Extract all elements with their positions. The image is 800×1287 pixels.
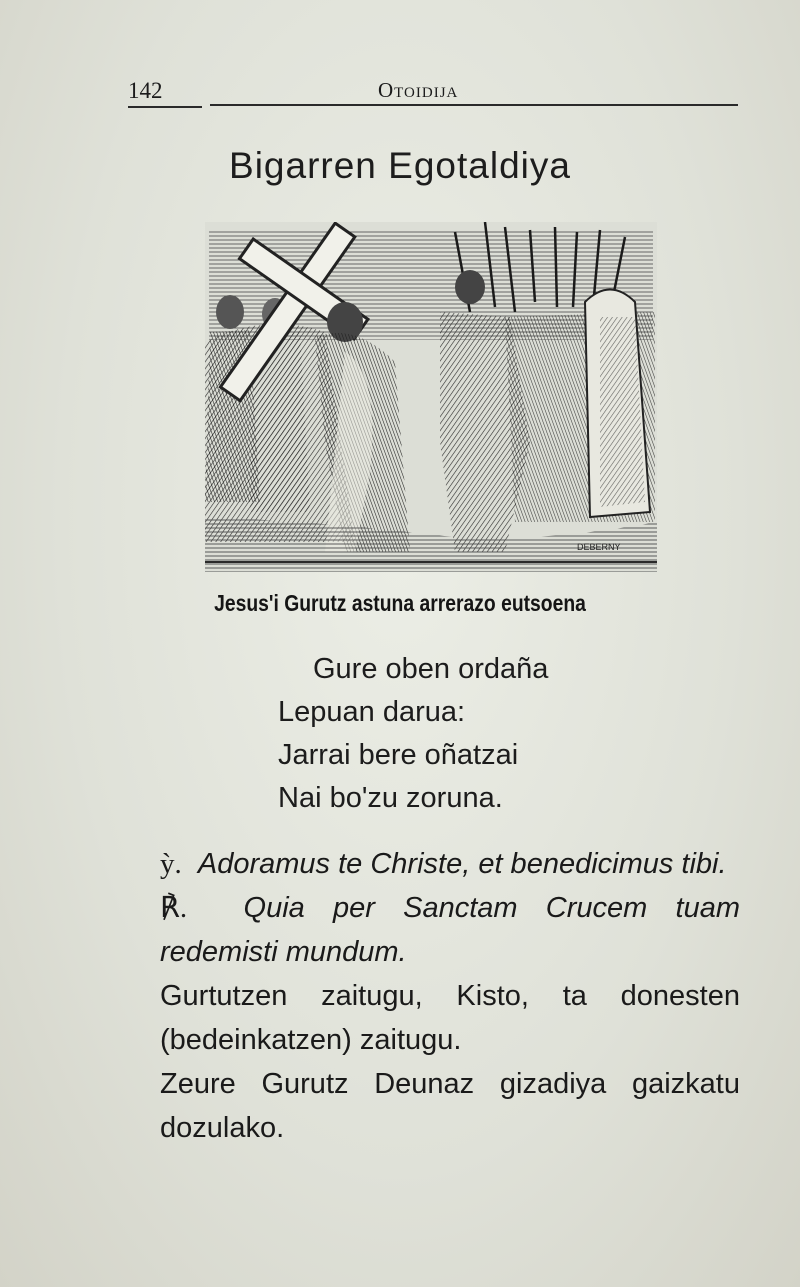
versicle-text: Adoramus te Christe, et benedicimus tibi.	[197, 848, 727, 880]
basque-paragraph: Gurtutzen zaitugu, Kisto, ta donesten (bedeinkatzen) zaitugu.	[160, 980, 740, 1056]
response-paragraph	[125, 886, 740, 974]
verse-line: Gure oben ordaña	[313, 653, 549, 685]
versicle-symbol: ỳ.	[160, 848, 182, 880]
illustration-caption: Jesus'i Gurutz astuna arrerazo eutsoena	[214, 590, 586, 616]
verse-line: Lepuan darua:	[278, 696, 466, 728]
page-number: 142	[128, 78, 163, 103]
engraving-illustration	[205, 222, 657, 572]
section-title: Bigarren Egotaldiya	[229, 145, 571, 186]
header-rule-right	[210, 104, 738, 106]
verse-line: Nai bo'zu zoruna.	[278, 782, 503, 814]
verse-line: Jarrai bere oñatzai	[278, 739, 519, 771]
running-title: Otoidija	[378, 78, 459, 102]
engraver-signature: DEBERNY	[577, 542, 621, 552]
header-rule-left	[128, 106, 202, 108]
prayer-text	[125, 842, 740, 1150]
verse-stanza	[278, 648, 548, 820]
basque-paragraph: Zeure Gurutz Deunaz gizadiya gaizkatu dozulako.	[160, 1068, 740, 1144]
versicle-paragraph	[125, 842, 740, 886]
response-text: Quia per Sanctam Crucem tuam redemisti mundum.	[160, 892, 740, 968]
response-symbol: ℟.	[160, 892, 188, 924]
page-header	[128, 74, 738, 110]
